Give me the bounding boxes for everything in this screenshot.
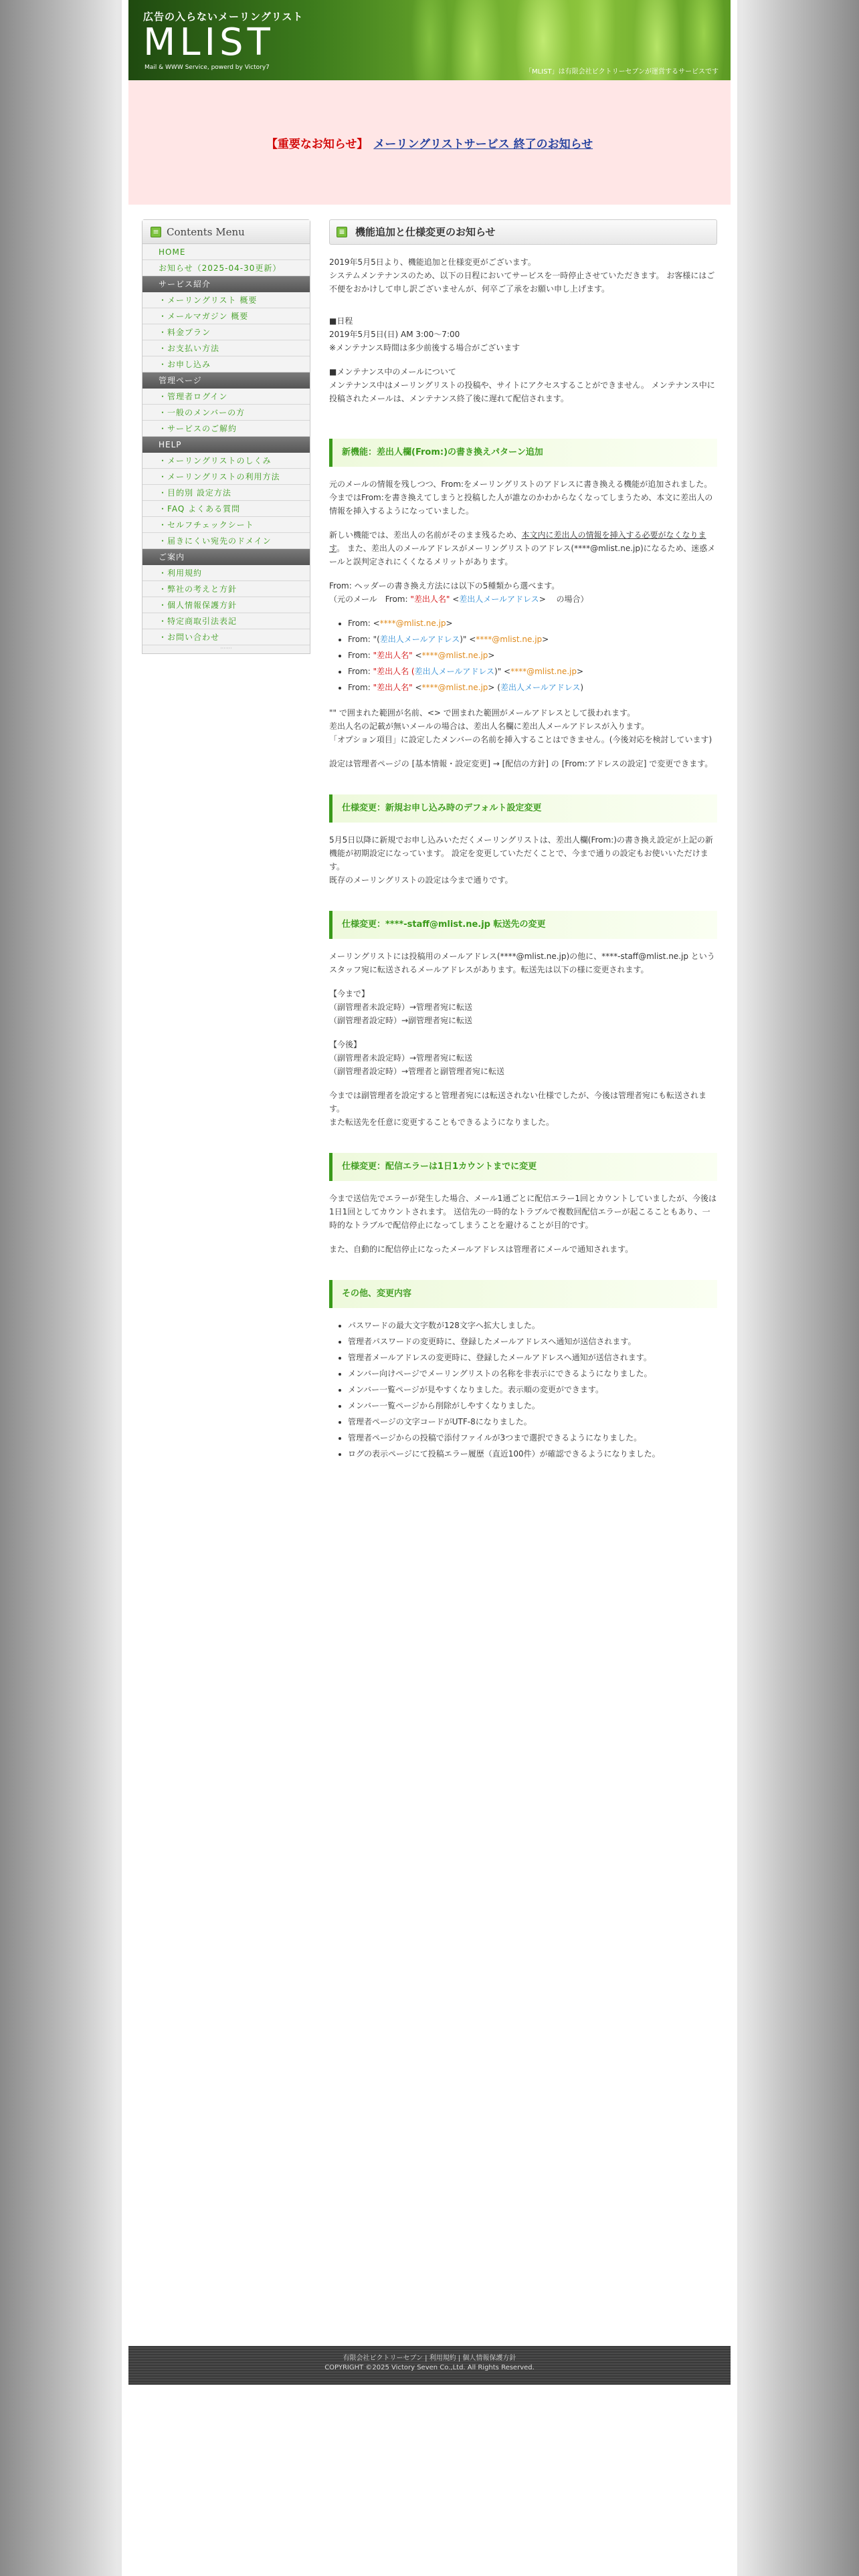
sidebar-item-settings-by-purpose[interactable]: ・ 目的別 設定方法	[142, 485, 310, 501]
schedule-note: ※メンテナンス時間は多少前後する場合がございます	[329, 343, 520, 352]
sidebar-item-terms[interactable]: ・ 利用規約	[142, 565, 310, 581]
list-item: • メンバー一覧ページから削除がしやすくなりました。	[348, 1398, 717, 1414]
page-title	[329, 219, 717, 245]
note-line: 差出人名の記載が無いメールの場合は、差出人名欄に差出人メールアドレスが入ります。	[329, 722, 650, 731]
other-changes-list	[348, 1317, 717, 1462]
note-line: また転送先を任意に変更することもできるようになりました。	[329, 1117, 555, 1127]
staff-forward-notes	[329, 1089, 717, 1129]
maintenance-mail-heading: ■メンテナンス中のメールについて	[329, 367, 456, 377]
site-logo[interactable]: MLIST	[143, 21, 274, 64]
section-title-default-setting: 仕様変更：新規お申し込み時のデフォルト設定変更	[329, 794, 717, 823]
default-setting-p2: 既存のメーリングリストの設定は今まで通りです。	[329, 875, 513, 885]
from-rewrite-p1: 元のメールの情報を残しつつ、From:をメーリングリストのアドレスに書き換える機能が追加されました。 今まではFrom:を書き換えてしまうと投稿した人が誰なのかわからなくなってしまうため、本文に差出人の情報を挿入するようになっていました。	[329, 479, 713, 516]
after-line: （副管理者未設定時）→管理者宛に転送	[329, 1053, 473, 1063]
sidebar-header	[142, 220, 310, 244]
page-title-text: 機能追加と仕様変更のお知らせ	[355, 226, 496, 238]
sidebar-item-home[interactable]: HOME	[142, 244, 310, 260]
list-item: • 管理者パスワードの変更時に、登録したメールアドレスへ通知が送信されます。	[348, 1333, 717, 1350]
maintenance-mail-block	[329, 365, 717, 405]
footer-links[interactable]: 有限会社ビクトリーセブン | 利用規約 | 個人情報保護方針	[343, 2355, 516, 2362]
list-item: • From: <****@mlist.ne.jp>	[348, 615, 717, 631]
staff-forward-before	[329, 987, 717, 1027]
list-item: • From: "差出人名" <****@mlist.ne.jp>	[348, 647, 717, 663]
default-setting-p1: 5月5日以降に新規でお申し込みいただくメーリングリストは、差出人欄(From:)の書き換え設定が上記の新機能が初期設定になっています。 設定を変更していただくことで、今まで通りの設定もお使いいただけます。	[329, 835, 713, 871]
intro-line-1: 2019年5月5日より、機能追加と仕様変更がございます。	[329, 257, 536, 267]
sidebar-category-guide: ご案内	[142, 549, 310, 565]
after-heading: 【今後】	[329, 1040, 362, 1049]
from-format-examples	[348, 615, 717, 695]
sidebar-item-self-check[interactable]: ・ セルフチェックシート	[142, 517, 310, 533]
sidebar-item-hard-domains[interactable]: ・ 届きにくい宛先のドメイン	[142, 533, 310, 549]
error-count-p1: 今まで送信先でエラーが発生した場合、メール1通ごとに配信エラー1回とカウントしていましたが、今後は1日1回としてカウントされます。 送信先の一時的なトラブルで複数回配信エラーが起こることもあり、一時的なトラブルで配信停止になってしまうことを避けることが目的です。	[329, 1194, 717, 1230]
sidebar-item-legal[interactable]: ・ 特定商取引法表記	[142, 613, 310, 629]
sidebar-category-help: HELP	[142, 437, 310, 453]
before-line: （副管理者設定時）→副管理者宛に転送	[329, 1016, 473, 1025]
original-mail-example: （元のメール From: "差出人名" <差出人メールアドレス> の場合）	[329, 595, 589, 604]
sidebar-item-payment[interactable]: ・ お支払い方法	[142, 340, 310, 356]
main-content	[329, 219, 717, 1462]
maintenance-mail-body: メンテナンス中はメーリングリストの投稿や、サイトにアクセスすることができません。 メンテナンス中に投稿されたメールは、メンテナンス終了後に遅れて配信されます。	[329, 381, 715, 403]
logo-subtitle: Mail & WWW Service, powerd by Victory7	[145, 64, 270, 71]
intro-line-2: システムメンテナンスのため、以下の日程においてサービスを一時停止させていただきます。 お客様にはご不便をおかけして申し訳ございませんが、何卒ご了承をお願い申し上げます。	[329, 271, 715, 294]
list-item: • 管理者ページの文字コードがUTF-8になりました。	[348, 1414, 717, 1430]
sidebar-item-usage[interactable]: ・ メーリングリストの利用方法	[142, 469, 310, 485]
sidebar-item-faq[interactable]: ・ FAQ よくある質問	[142, 501, 310, 517]
site-footer	[128, 2346, 731, 2385]
note-line: "" で囲まれた範囲が名前、<> で囲まれた範囲がメールアドレスとして扱われます。	[329, 708, 636, 718]
before-line: （副管理者未設定時）→管理者宛に転送	[329, 1002, 473, 1012]
before-heading: 【今まで】	[329, 989, 370, 998]
sidebar-item-mm-overview[interactable]: ・ メールマガジン 概要	[142, 308, 310, 324]
intro-block	[329, 255, 717, 296]
sidebar-category-admin: 管理ページ	[142, 372, 310, 389]
header-note: 「MLIST」は有限会社ビクトリーセブンが運営するサービスです	[524, 68, 719, 76]
list-item: • From: "(差出人メールアドレス)" <****@mlist.ne.jp>	[348, 631, 717, 647]
sidebar-item-admin-login[interactable]: ・ 管理者ログイン	[142, 389, 310, 405]
list-item: • 管理者メールアドレスの変更時に、登録したメールアドレスへ通知が送信されます。	[348, 1350, 717, 1366]
list-item: • パスワードの最大文字数が128文字へ拡大しました。	[348, 1317, 717, 1333]
sidebar-item-contact[interactable]: ・ お問い合わせ	[142, 629, 310, 645]
page	[122, 0, 737, 2576]
section-title-staff-forward: 仕様変更：****-staff@mlist.ne.jp 転送先の変更	[329, 911, 717, 939]
staff-forward-after	[329, 1038, 717, 1078]
sidebar-category-service: サービス紹介	[142, 276, 310, 292]
section-title-others: その他、変更内容	[329, 1280, 717, 1308]
sidebar-item-pricing[interactable]: ・ 料金プラン	[142, 324, 310, 340]
section-title-error-count: 仕様変更：配信エラーは1日1カウントまでに変更	[329, 1153, 717, 1181]
footer-copyright: COPYRIGHT ©2025 Victory Seven Co.,Ltd. All Rights Reserved.	[324, 2364, 535, 2371]
after-line: （副管理者設定時）→管理者と副管理者宛に転送	[329, 1067, 505, 1076]
from-options-intro: From: ヘッダーの書き換え方法には以下の5種類から選べます。	[329, 581, 560, 591]
schedule-block	[329, 314, 717, 354]
important-notice	[128, 80, 731, 205]
list-item: • From: "差出人名 (差出人メールアドレス)" <****@mlist.ne.jp>	[348, 663, 717, 679]
sidebar-item-apply[interactable]: ・ お申し込み	[142, 356, 310, 372]
default-setting-block	[329, 833, 717, 887]
staff-forward-p1: メーリングリストには投稿用のメールアドレス(****@mlist.ne.jp)の他に、****-staff@mlist.ne.jp というスタッフ宛に転送されるメールアドレスがあります。転送先は以下の様に変更されます。	[329, 952, 715, 974]
site-tagline: 広告の入らないメーリングリスト	[143, 11, 304, 23]
sidebar-item-privacy[interactable]: ・ 個人情報保護方針	[142, 597, 310, 613]
list-item: • ログの表示ページにて投稿エラー履歴（直近100件）が確認できるようになりました。	[348, 1446, 717, 1462]
list-item: • From: "差出人名" <****@mlist.ne.jp> (差出人メールアドレス)	[348, 679, 717, 695]
from-rewrite-p2: 新しい機能では、差出人の名前がそのまま残るため、本文内に差出人の情報を挿入する必要がなくなります。 また、差出人のメールアドレスがメーリングリストのアドレス(****@mlist.ne.jp)になるため、迷惑メールと誤判定されにくくなるメリットがあります。	[329, 530, 716, 566]
menu-icon: ≡	[151, 227, 161, 237]
section-title-from-rewrite: 新機能：差出人欄(From:)の書き換えパターン追加	[329, 439, 717, 467]
from-rewrite-p3	[329, 579, 717, 606]
note-line: 「オプション項目」に設定したメンバーの名前を挿入することはできません。(今後対応を検討しています)	[329, 735, 712, 744]
title-icon: ≡	[337, 227, 347, 237]
schedule-heading: ■日程	[329, 316, 353, 326]
sidebar-item-news[interactable]: お知らせ（2025-04-30更新）	[142, 260, 310, 276]
sidebar-item-ml-overview[interactable]: ・ メーリングリスト 概要	[142, 292, 310, 308]
notice-label: 【重要なお知らせ】	[266, 137, 369, 151]
from-rewrite-notes	[329, 706, 717, 746]
sidebar-menu	[142, 219, 310, 654]
sidebar-footer-dots: ·······	[220, 645, 232, 651]
site-header	[128, 0, 731, 80]
list-item: • メンバー向けページでメーリングリストの名称を非表示にできるようになりました。	[348, 1366, 717, 1382]
sidebar-item-cancel[interactable]: ・ サービスのご解約	[142, 421, 310, 437]
from-rewrite-setting: 設定は管理者ページの [基本情報・設定変更] → [配信の方針] の [From:アドレスの設定] で変更できます。	[329, 759, 713, 768]
list-item: • メンバー一覧ページが見やすくなりました。表示順の変更ができます。	[348, 1382, 717, 1398]
schedule-date: 2019年5月5日(日) AM 3:00〜7:00	[329, 330, 460, 339]
sidebar-item-members[interactable]: ・ 一般のメンバーの方	[142, 405, 310, 421]
error-count-p2: また、自動的に配信停止になったメールアドレスは管理者にメールで通知されます。	[329, 1245, 634, 1254]
note-line: 今までは副管理者を設定すると管理者宛には転送されない仕様でしたが、今後は管理者宛にも転送されます。	[329, 1091, 707, 1113]
list-item: • 管理者ページからの投稿で添付ファイルが3つまで選択できるようになりました。	[348, 1430, 717, 1446]
notice-link[interactable]: メーリングリストサービス 終了のお知らせ	[373, 137, 593, 151]
sidebar-title: Contents Menu	[167, 225, 245, 238]
sidebar-item-how-it-works[interactable]: ・ メーリングリストのしくみ	[142, 453, 310, 469]
sidebar-item-policy[interactable]: ・ 弊社の考えと方針	[142, 581, 310, 597]
